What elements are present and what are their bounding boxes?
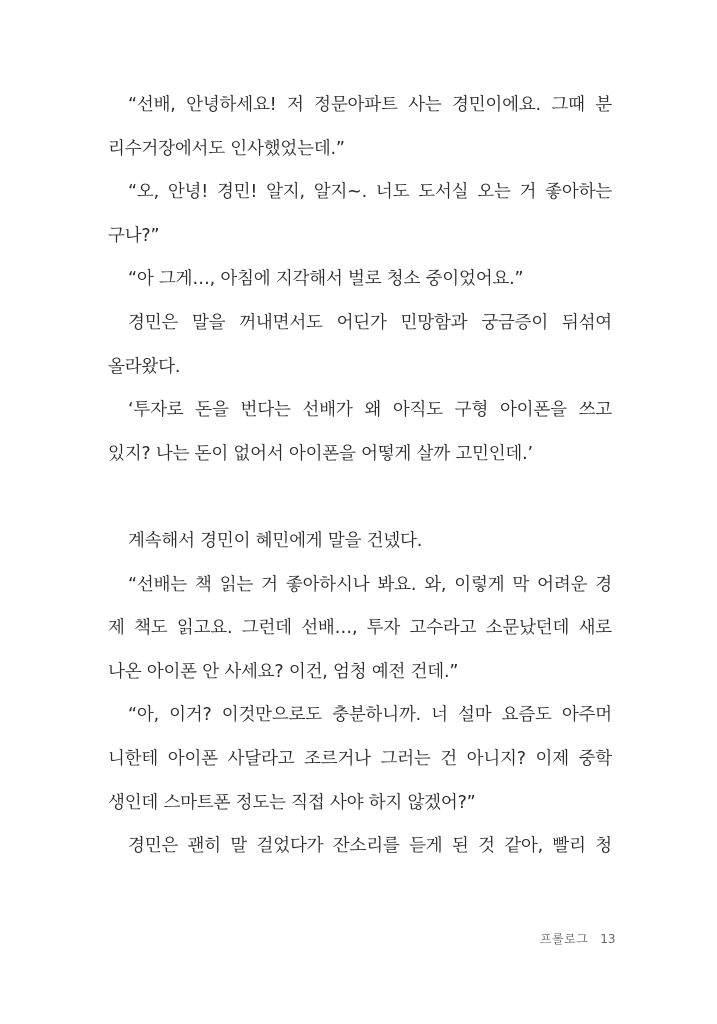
page-footer xyxy=(540,930,615,947)
text-line: 계속해서 경민이 혜민에게 말을 건넸다. xyxy=(128,530,423,551)
text-line: “선배는 책 읽는 거 좋아하시나 봐요. 와, 이렇게 막 어려운 경 xyxy=(128,574,612,595)
text-line: 니한테 아이폰 사달라고 조르거나 그러는 건 아니지? 이제 중학 xyxy=(108,748,612,769)
blank-line xyxy=(108,476,612,520)
text-line: “아, 이거? 이것만으로도 충분하니까. 너 설마 요즘도 아주머 xyxy=(128,705,612,726)
text-line: 구나?” xyxy=(108,225,160,246)
page-number: 13 xyxy=(600,932,616,946)
text-line: 나온 아이폰 안 사세요? 이건, 엄청 예전 건데.” xyxy=(108,661,459,682)
text-line: 경민은 말을 꺼내면서도 어딘가 민망함과 궁금증이 뒤섞여 xyxy=(128,312,612,333)
body-text xyxy=(108,84,612,869)
text-line: ‘투자로 돈을 번다는 선배가 왜 아직도 구형 아이폰을 쓰고 xyxy=(128,400,612,421)
text-line: 생인데 스마트폰 정도는 직접 사야 하지 않겠어?” xyxy=(108,792,476,813)
text-line: 있지? 나는 돈이 없어서 아이폰을 어떻게 살까 고민인데.’ xyxy=(108,443,533,464)
text-line: 제 책도 읽고요. 그런데 선배…, 투자 고수라고 소문났던데 새로 xyxy=(108,618,612,639)
text-line: 경민은 괜히 말 걸었다가 잔소리를 듣게 된 것 같아, 빨리 청 xyxy=(128,836,612,857)
text-line: “선배, 안녕하세요! 저 정문아파트 사는 경민이에요. 그때 분 xyxy=(128,95,612,115)
text-line: “오, 안녕! 경민! 알지, 알지~. 너도 도서실 오는 거 좋아하는 xyxy=(128,182,612,203)
text-line: 올라왔다. xyxy=(108,356,181,377)
text-line: 리수거장에서도 인사했었는데.” xyxy=(108,138,345,159)
section-title: 프롤로그 xyxy=(540,932,589,946)
text-line: “아 그게…, 아침에 지각해서 벌로 청소 중이었어요.” xyxy=(128,269,524,290)
